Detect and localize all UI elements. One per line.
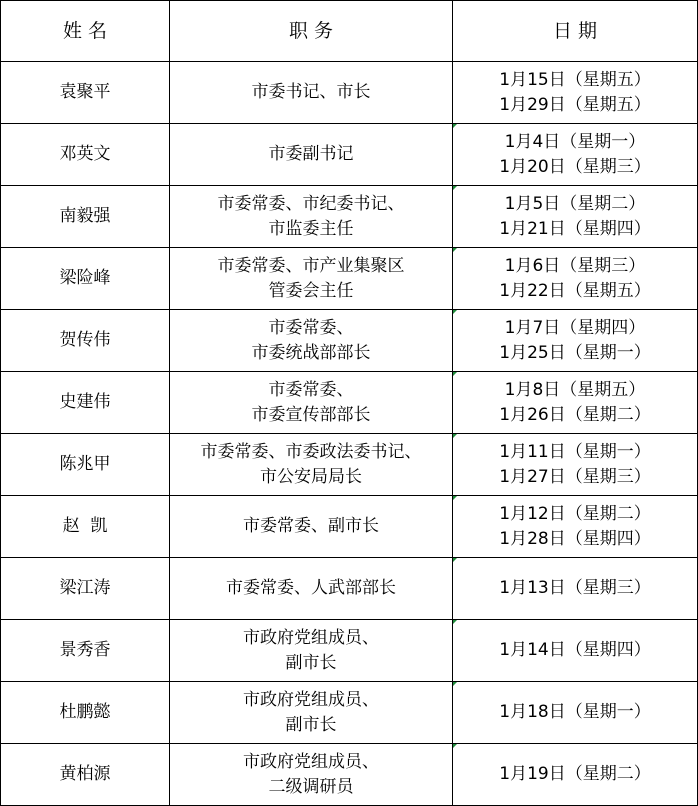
date-line: 1月29日（星期五） bbox=[499, 94, 651, 115]
date-line: 1月13日（星期三） bbox=[499, 578, 651, 598]
role-line: 市委常委、 bbox=[268, 317, 354, 338]
header-row bbox=[1, 1, 698, 62]
date-cell bbox=[453, 62, 698, 124]
name-cell: 陈兆甲 bbox=[1, 434, 170, 496]
role-line: 市委书记、市长 bbox=[251, 82, 371, 102]
date-cell bbox=[453, 310, 698, 372]
cell-marker-icon bbox=[453, 496, 457, 500]
name-cell: 南毅强 bbox=[1, 186, 170, 248]
name-cell: 邓英文 bbox=[1, 124, 170, 186]
name-cell: 赵 凯 bbox=[1, 496, 170, 558]
cell-marker-icon bbox=[453, 372, 457, 376]
date-line: 1月5日（星期二） bbox=[504, 193, 646, 214]
name-cell: 黄柏源 bbox=[1, 744, 170, 806]
role-line: 副市长 bbox=[285, 714, 337, 735]
table-header bbox=[1, 1, 698, 62]
date-line: 1月25日（星期一） bbox=[499, 342, 651, 363]
table-row bbox=[1, 186, 698, 248]
date-line: 1月11日（星期一） bbox=[499, 441, 651, 462]
role-cell bbox=[170, 744, 453, 806]
date-line: 1月27日（星期三） bbox=[499, 466, 651, 487]
role-cell bbox=[170, 310, 453, 372]
date-cell bbox=[453, 496, 698, 558]
name-cell: 景秀香 bbox=[1, 620, 170, 682]
name-cell: 袁聚平 bbox=[1, 62, 170, 124]
role-line: 市委常委、副市长 bbox=[243, 516, 379, 536]
role-cell bbox=[170, 62, 453, 124]
cell-marker-icon bbox=[453, 248, 457, 252]
date-cell bbox=[453, 372, 698, 434]
date-cell bbox=[453, 434, 698, 496]
date-line: 1月7日（星期四） bbox=[504, 317, 646, 338]
table-row bbox=[1, 372, 698, 434]
name-cell: 杜鹏懿 bbox=[1, 682, 170, 744]
role-line: 市委宣传部部长 bbox=[251, 404, 371, 425]
role-line: 市委副书记 bbox=[268, 144, 354, 164]
role-line: 市委常委、市产业集聚区 bbox=[217, 255, 405, 276]
date-cell bbox=[453, 620, 698, 682]
cell-marker-icon bbox=[453, 682, 457, 686]
table-row bbox=[1, 558, 698, 620]
date-line: 1月22日（星期五） bbox=[499, 280, 651, 301]
date-cell bbox=[453, 124, 698, 186]
role-line: 市公安局局长 bbox=[260, 466, 362, 487]
role-line: 市政府党组成员、 bbox=[243, 751, 379, 772]
date-cell bbox=[453, 558, 698, 620]
date-line: 1月15日（星期五） bbox=[499, 69, 651, 90]
table-row bbox=[1, 620, 698, 682]
cell-marker-icon bbox=[453, 558, 457, 562]
table-row bbox=[1, 248, 698, 310]
role-cell bbox=[170, 372, 453, 434]
role-line: 市监委主任 bbox=[268, 218, 354, 239]
cell-marker-icon bbox=[453, 186, 457, 190]
date-cell bbox=[453, 744, 698, 806]
table-row bbox=[1, 496, 698, 558]
table-row bbox=[1, 682, 698, 744]
role-cell bbox=[170, 248, 453, 310]
name-cell: 贺传伟 bbox=[1, 310, 170, 372]
date-line: 1月14日（星期四） bbox=[499, 640, 651, 660]
cell-marker-icon bbox=[453, 124, 457, 128]
role-line: 市政府党组成员、 bbox=[243, 689, 379, 710]
date-cell bbox=[453, 682, 698, 744]
cell-marker-icon bbox=[453, 434, 457, 438]
role-cell bbox=[170, 186, 453, 248]
date-line: 1月28日（星期四） bbox=[499, 528, 651, 549]
header-date: 日 期 bbox=[453, 1, 698, 62]
date-line: 1月6日（星期三） bbox=[504, 255, 646, 276]
table-body bbox=[1, 62, 698, 806]
date-line: 1月26日（星期二） bbox=[499, 404, 651, 425]
table-row bbox=[1, 434, 698, 496]
date-line: 1月8日（星期五） bbox=[504, 379, 646, 400]
name-cell: 梁江涛 bbox=[1, 558, 170, 620]
table-row bbox=[1, 310, 698, 372]
date-line: 1月4日（星期一） bbox=[504, 131, 646, 152]
role-cell bbox=[170, 682, 453, 744]
table-row bbox=[1, 744, 698, 806]
role-line: 市委常委、市委政法委书记、 bbox=[200, 441, 422, 462]
role-line: 二级调研员 bbox=[268, 776, 354, 797]
cell-marker-icon bbox=[453, 310, 457, 314]
date-cell bbox=[453, 248, 698, 310]
role-line: 市政府党组成员、 bbox=[243, 627, 379, 648]
role-cell bbox=[170, 496, 453, 558]
role-line: 市委常委、人武部部长 bbox=[226, 578, 396, 598]
role-line: 市委常委、 bbox=[268, 379, 354, 400]
date-line: 1月12日（星期二） bbox=[499, 503, 651, 524]
header-name: 姓 名 bbox=[1, 1, 170, 62]
role-line: 管委会主任 bbox=[268, 280, 354, 301]
role-line: 副市长 bbox=[285, 652, 337, 673]
date-line: 1月21日（星期四） bbox=[499, 218, 651, 239]
date-line: 1月20日（星期三） bbox=[499, 156, 651, 177]
name-cell: 史建伟 bbox=[1, 372, 170, 434]
role-cell bbox=[170, 620, 453, 682]
role-cell bbox=[170, 124, 453, 186]
table-row bbox=[1, 124, 698, 186]
name-cell: 梁险峰 bbox=[1, 248, 170, 310]
date-cell bbox=[453, 186, 698, 248]
header-role: 职 务 bbox=[170, 1, 453, 62]
role-cell bbox=[170, 434, 453, 496]
date-line: 1月19日（星期二） bbox=[499, 764, 651, 784]
role-line: 市委统战部部长 bbox=[251, 342, 371, 363]
cell-marker-icon bbox=[453, 620, 457, 624]
role-cell bbox=[170, 558, 453, 620]
table-row bbox=[1, 62, 698, 124]
cell-marker-icon bbox=[453, 744, 457, 748]
role-line: 市委常委、市纪委书记、 bbox=[217, 193, 405, 214]
date-line: 1月18日（星期一） bbox=[499, 702, 651, 722]
